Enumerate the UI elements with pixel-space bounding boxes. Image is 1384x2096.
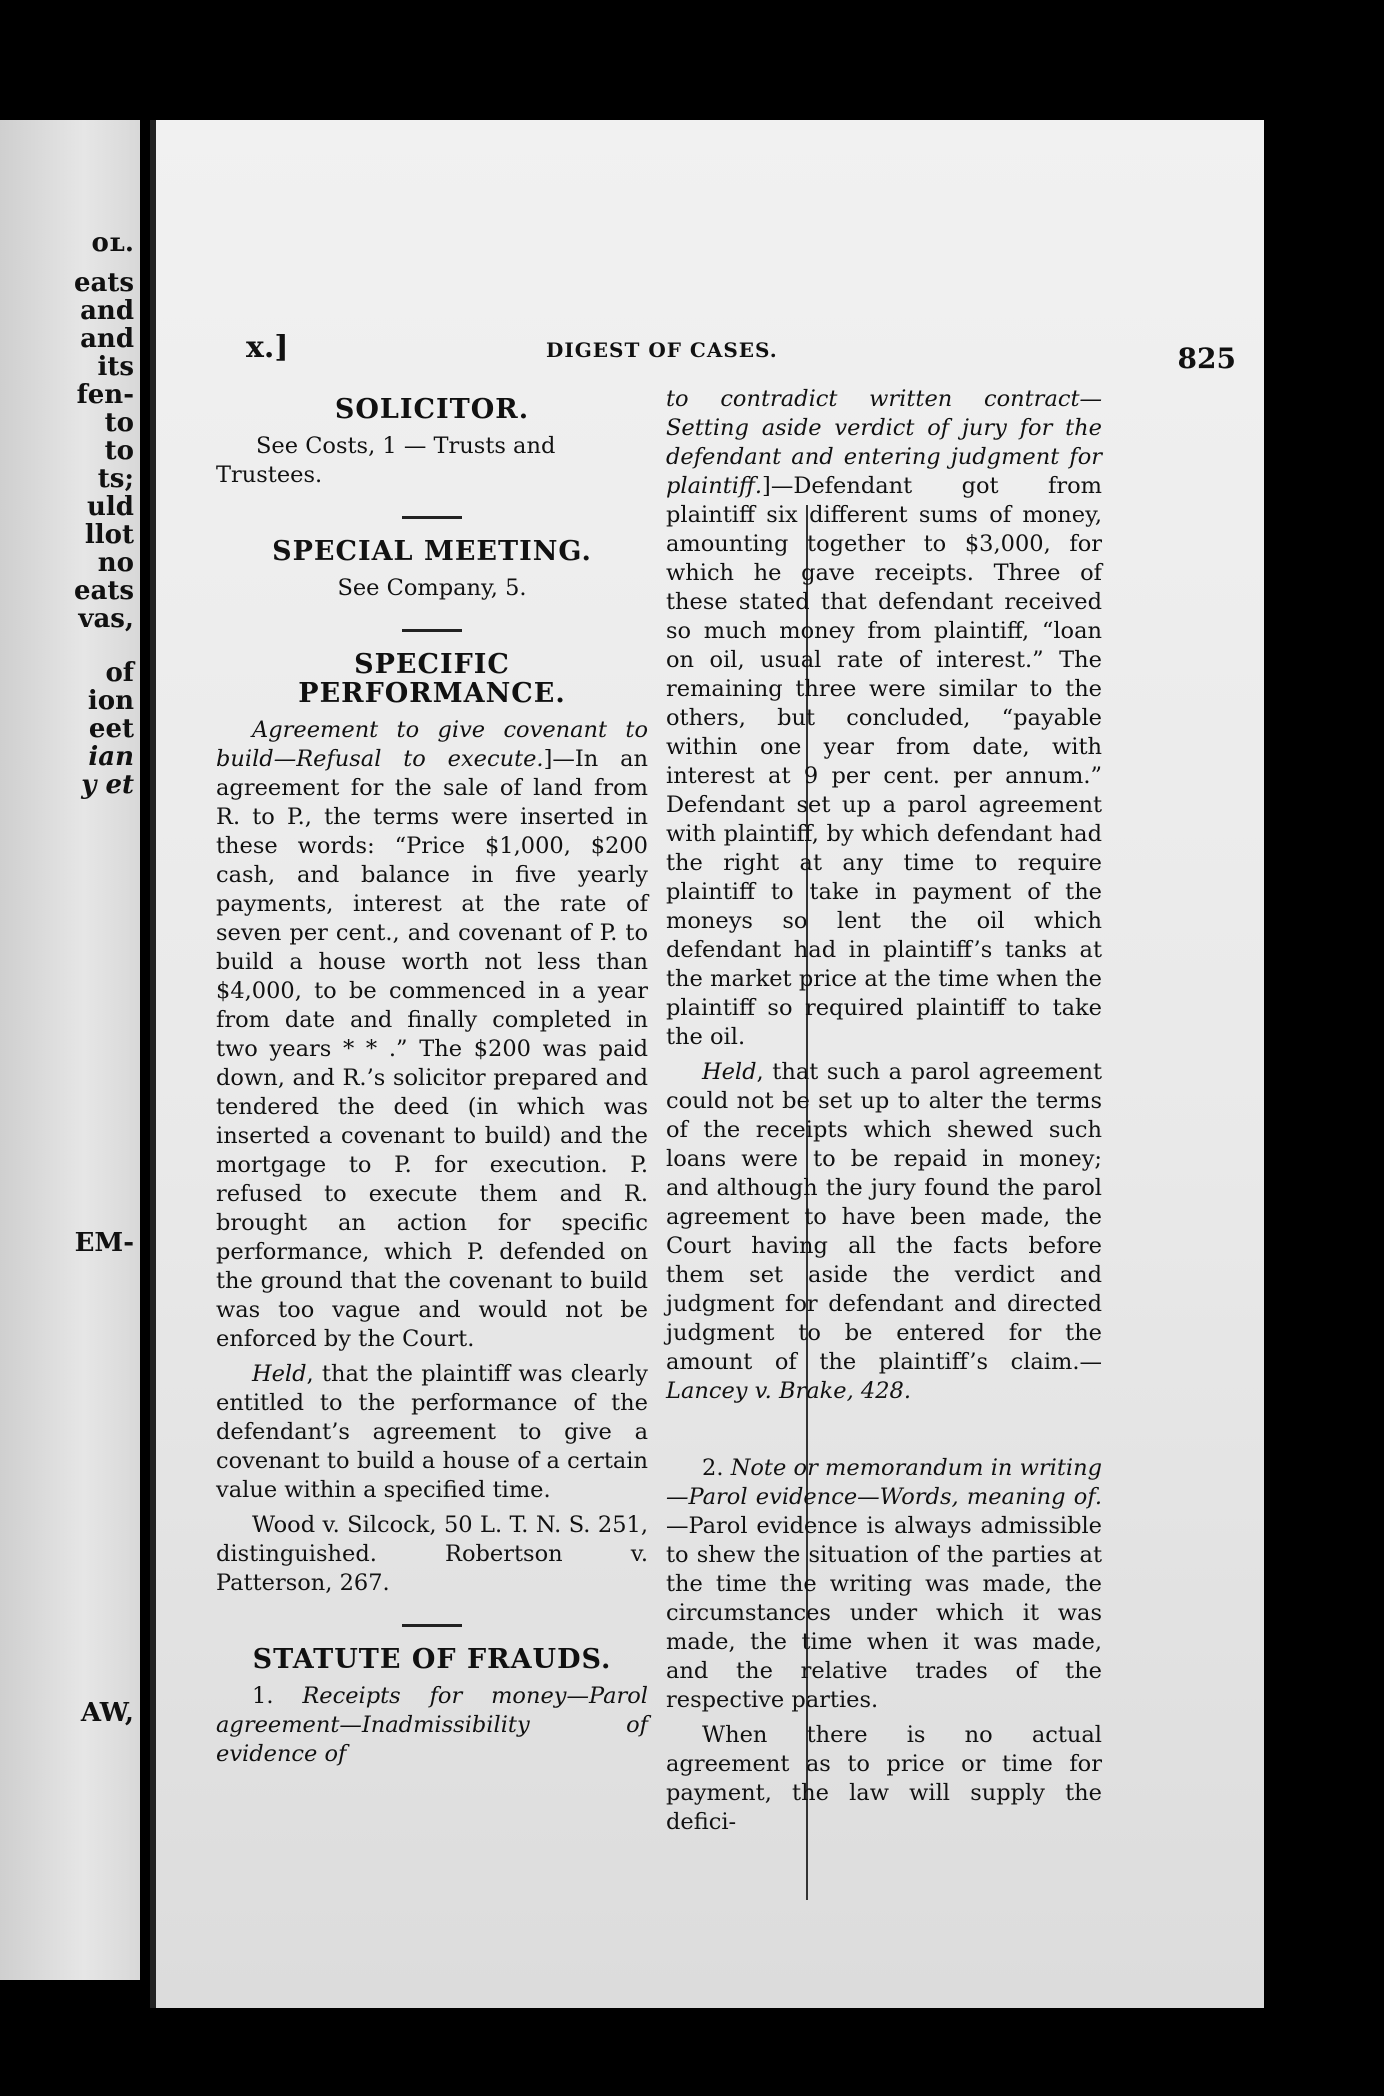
margin-fragment: its (97, 352, 134, 382)
catchwords: to contradict written contract—Setting aside verdict of jury for the defendant and entering judgment for plaintiff. (666, 386, 1102, 499)
paragraph-text: , that such a parol agreement could not be set up to alter the terms of the receipts which shewed such loans were to be repaid in money; and although the jury found the parol agreement to have been made, the Court having all the facts before them set aside the verdict and judgment for defendant and directed judgment to be entered for the amount of the plaintiff’s claim.— (666, 1059, 1102, 1375)
held-word: Held (252, 1361, 307, 1387)
right-column (666, 385, 1102, 1843)
margin-fragment: EM- (74, 1228, 134, 1258)
paragraph: When there is no actual agreement as to price or time for payment, the law will supply the defici- (666, 1722, 1102, 1835)
margin-fragment: llot (84, 520, 134, 550)
paragraph (216, 716, 648, 1354)
item-number: 2. (702, 1455, 731, 1481)
paragraph-text: ]—In an agreement for the sale of land from R. to P., the terms were inserted in these words: “Price $1,000, $200 cash, and balance in five yearly payments, interest at the rate of seven per cent., and covenant of P. to build a house worth not less than $4,000, to be commenced in a year from date and finally completed in two years * * .” The $200 was paid down, and R.’s solicitor prepared and tendered the deed (in which was inserted a covenant to build) and the mortgage to P. for execution. P. refused to execute them and R. brought an action for specific performance, which P. defended on the ground that the covenant to build was too vague and would not be enforced by the Court. (216, 746, 648, 1352)
left-column (216, 385, 648, 1775)
cross-reference: See Costs, 1 — Trusts and Trustees. (216, 433, 556, 488)
case-citation: Wood v. Silcock, 50 L. T. N. S. 251, distinguished. Robertson v. Patterson, 267. (216, 1512, 648, 1596)
catchwords: Agreement to give covenant to build—Refusal to execute. (216, 717, 648, 772)
margin-fragment: ᴏʟ. (91, 228, 134, 258)
heading-statute-of-frauds: STATUTE OF FRAUDS. (252, 1644, 612, 1675)
margin-fragment: ian (88, 742, 134, 772)
paragraph (216, 1360, 648, 1505)
catchwords: Note or memorandum in writing—Parol evidence—Words, meaning of. (666, 1455, 1102, 1510)
margin-fragment: to (104, 436, 134, 466)
header-left: x.] (246, 330, 289, 365)
margin-fragment: no (97, 548, 134, 578)
margin-fragment: eats (73, 576, 134, 606)
paragraph-text: ]—Defendant got from plaintiff six different sums of money, amounting together to $3,000, for which he gave receipts. Three of these stated that defendant received so much money from plaintiff, “loan on oil, usual rate of interest.” The remaining three were similar to the others, but concluded, “payable within one year from date, with interest at 9 per cent. per annum.” Defendant set up a parol agreement with plaintiff, by which defendant had the right at any time to require plaintiff to take in payment of the moneys so lent the oil which defendant had in plaintiff’s tanks at the market price at the time when the plaintiff so required plaintiff to take the oil. (666, 473, 1102, 1050)
margin-fragment: vas, (78, 604, 134, 634)
paragraph (666, 1058, 1102, 1406)
heading-special-meeting: SPECIAL MEETING. (272, 536, 592, 567)
paragraph (216, 1682, 648, 1769)
margin-fragment: y et (81, 770, 134, 800)
margin-fragment: uld (87, 492, 134, 522)
paragraph-text: —Parol evidence is always admissible to shew the situation of the parties at the time the writing was made, the circumstances under which it was made, the time when it was made, and the relative trades of the respective parties. (666, 1513, 1102, 1713)
paragraph (666, 385, 1102, 1052)
header-title: DIGEST OF CASES. (546, 338, 778, 362)
page-number: 825 (1177, 342, 1236, 375)
margin-fragment: AW, (80, 1698, 134, 1728)
heading-solicitor: SOLICITOR. (334, 394, 530, 425)
paragraph (666, 1454, 1102, 1715)
margin-fragment: eet (88, 714, 134, 744)
margin-fragment: fen- (76, 380, 134, 410)
book-page (150, 120, 1264, 2008)
margin-fragment: of (105, 658, 134, 688)
margin-fragment: and (80, 296, 134, 326)
margin-fragment: to (104, 408, 134, 438)
item-number: 1. (252, 1683, 303, 1709)
margin-fragment: ts; (97, 464, 134, 494)
held-word: Held (702, 1059, 757, 1085)
heading-specific-performance: SPECIFIC PERFORMANCE. (298, 649, 566, 709)
margin-fragment: and (80, 324, 134, 354)
catchwords: Receipts for money—Parol agreement—Inadmissibility of evidence of (216, 1683, 649, 1767)
paragraph-text: , that the plaintiff was clearly entitled to the performance of the defendant’s agreement to give a covenant to build a house of a certain value within a specified time. (216, 1361, 648, 1503)
margin-fragment: eats (73, 268, 134, 298)
section-divider (402, 629, 462, 632)
cross-reference: See Company, 5. (337, 575, 527, 601)
facing-page-fragment (0, 120, 140, 1980)
running-header (246, 330, 1236, 375)
case-citation: Lancey v. Brake, 428. (666, 1378, 912, 1404)
section-divider (402, 516, 462, 519)
section-divider (402, 1624, 462, 1627)
margin-fragment: ion (87, 686, 134, 716)
